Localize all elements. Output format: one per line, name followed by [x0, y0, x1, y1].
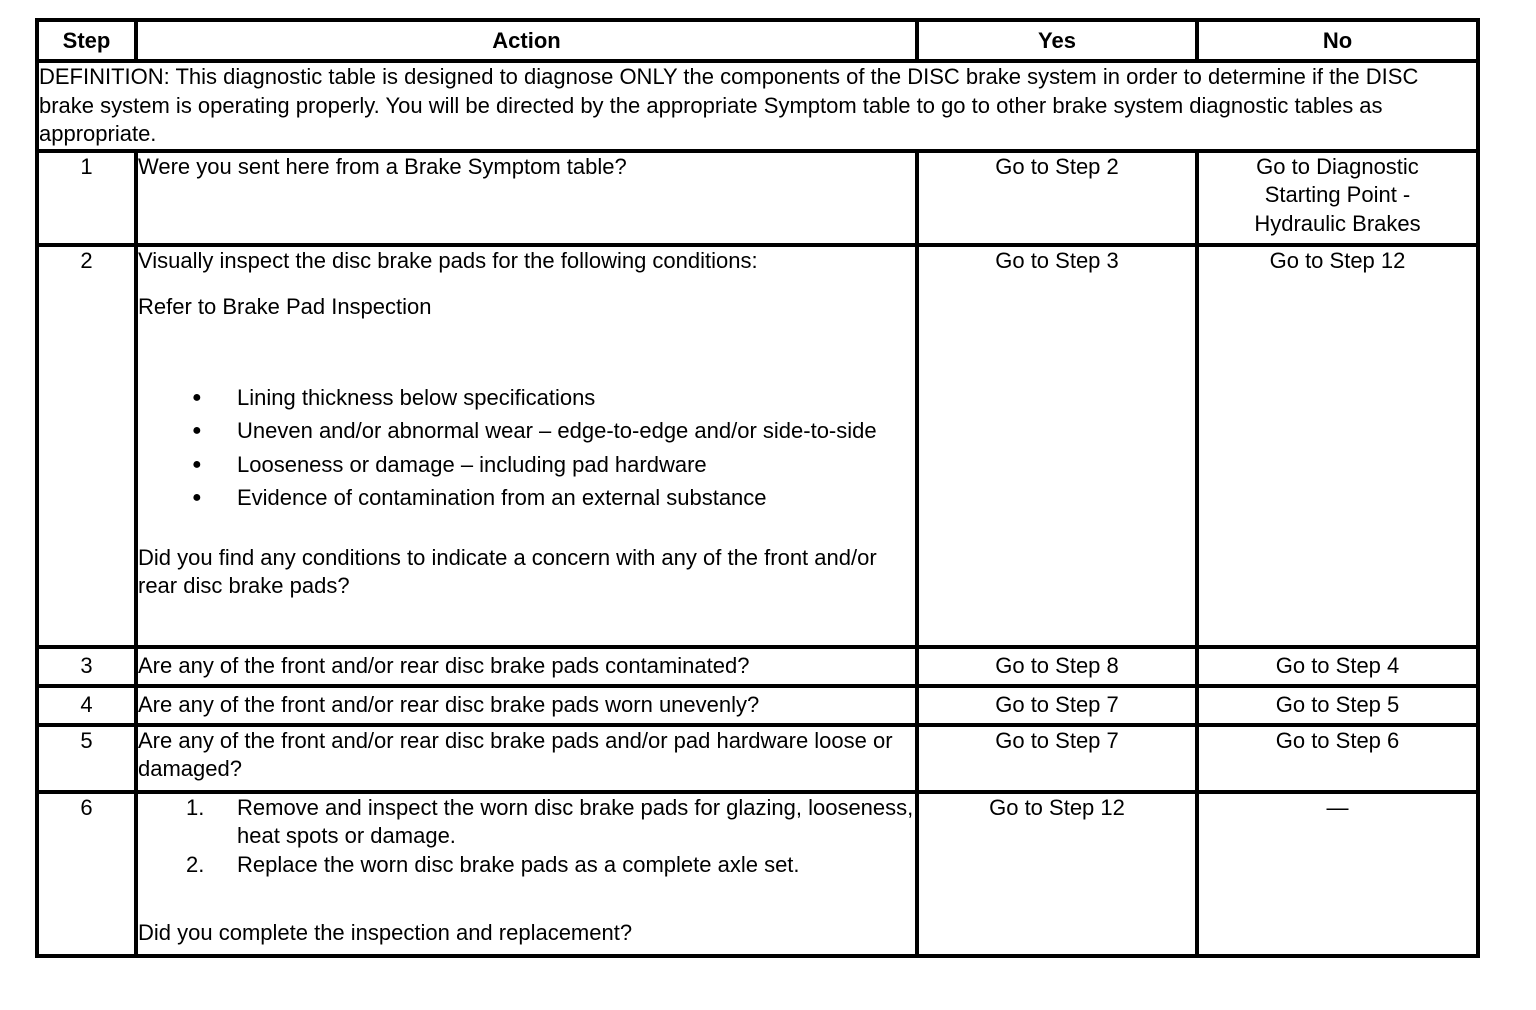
- yes-result: Go to Step 3: [917, 245, 1197, 647]
- no-result: Go to Step 5: [1197, 686, 1478, 725]
- action-reference: Refer to Brake Pad Inspection: [138, 294, 432, 319]
- action-cell: [136, 245, 917, 647]
- header-action: Action: [136, 20, 917, 61]
- no-result: Go to Step 4: [1197, 647, 1478, 686]
- list-item: ● Lining thickness below specifications: [138, 384, 915, 413]
- yes-result: Go to Step 2: [917, 151, 1197, 245]
- condition-list: [138, 384, 915, 513]
- definition-text: DEFINITION: This diagnostic table is designed to diagnose ONLY the components of the DISC brake system in order to determine if the DISC brake system is operating properly. You will be directed by the appropriate Symptom table to go to other brake system diagnostic tables as appropriate.: [37, 61, 1478, 151]
- no-result: Go to Step 12: [1197, 245, 1478, 647]
- action-text: Are any of the front and/or rear disc brake pads contaminated?: [136, 647, 917, 686]
- list-item: ● Evidence of contamination from an external substance: [138, 484, 915, 513]
- action-text: Were you sent here from a Brake Symptom table?: [136, 151, 917, 245]
- bullet-icon: ●: [192, 489, 202, 506]
- action-intro: Visually inspect the disc brake pads for the following conditions:: [138, 247, 758, 273]
- action-question: Did you complete the inspection and replacement?: [138, 920, 633, 945]
- header-no: No: [1197, 20, 1478, 61]
- yes-result: Go to Step 12: [917, 792, 1197, 956]
- header-yes: Yes: [917, 20, 1197, 61]
- no-result: —: [1197, 792, 1478, 956]
- step-number: 4: [37, 686, 136, 725]
- step-number: 3: [37, 647, 136, 686]
- no-result: Go to Diagnostic Starting Point - Hydraulic Brakes: [1197, 151, 1478, 245]
- header-step: Step: [37, 20, 136, 61]
- definition-row: [37, 61, 1478, 151]
- yes-result: Go to Step 7: [917, 686, 1197, 725]
- table-row: [37, 151, 1478, 245]
- action-question: Did you find any conditions to indicate a concern with any of the front and/or rear disc brake pads?: [138, 544, 877, 598]
- table-row: [37, 245, 1478, 647]
- table-row: [37, 647, 1478, 686]
- yes-result: Go to Step 8: [917, 647, 1197, 686]
- list-item: 1. Remove and inspect the worn disc brake pads for glazing, looseness, heat spots or damage.: [186, 794, 914, 848]
- step-number: 1: [37, 151, 136, 245]
- table-row: [37, 725, 1478, 792]
- step-number: 2: [37, 245, 136, 647]
- yes-result: Go to Step 7: [917, 725, 1197, 792]
- action-cell: [136, 792, 917, 956]
- step-number: 6: [37, 792, 136, 956]
- action-text: Are any of the front and/or rear disc brake pads and/or pad hardware loose or damaged?: [136, 725, 917, 792]
- table-row: [37, 792, 1478, 956]
- bullet-icon: ●: [192, 388, 202, 406]
- bullet-icon: ●: [192, 455, 202, 473]
- list-item: ● Looseness or damage – including pad hardware: [138, 451, 915, 480]
- table-row: [37, 686, 1478, 725]
- diagnostic-table: [35, 18, 1480, 958]
- list-item: ● Uneven and/or abnormal wear – edge-to-edge and/or side-to-side: [138, 417, 915, 446]
- header-row: [37, 20, 1478, 61]
- procedure-list: [138, 794, 915, 880]
- list-item: 2. Replace the worn disc brake pads as a complete axle set.: [186, 851, 800, 877]
- no-result: Go to Step 6: [1197, 725, 1478, 792]
- step-number: 5: [37, 725, 136, 792]
- action-text: Are any of the front and/or rear disc brake pads worn unevenly?: [136, 686, 917, 725]
- bullet-icon: ●: [192, 422, 202, 439]
